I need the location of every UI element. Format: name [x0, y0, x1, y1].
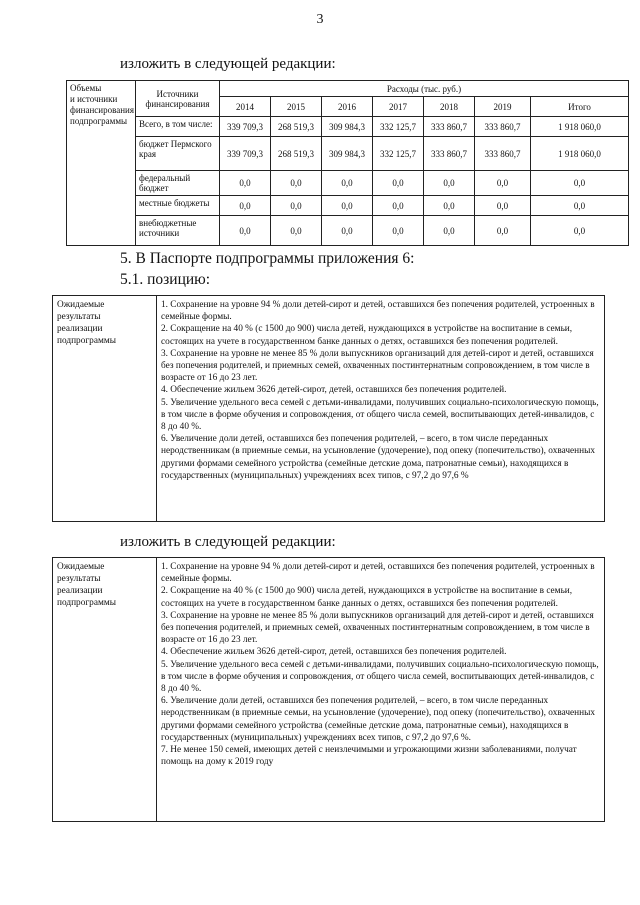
value-cell: 0,0 — [424, 171, 475, 196]
value-cell: 1 918 060,0 — [531, 117, 629, 137]
source-cell: внебюджетные источники — [136, 216, 220, 246]
section-5-1-title: 5.1. позицию: — [120, 271, 211, 288]
heading-new-edition-1: изложить в следующей редакции: — [120, 56, 336, 72]
value-cell: 0,0 — [373, 196, 424, 216]
results-text-new — [157, 558, 605, 822]
table-row — [67, 216, 629, 246]
list-item: 3. Сохранение на уровне не менее 85 % доли выпускников организаций для детей-сирот и детей, оставшихся без попечения родителей, и приемных семей, охваченных постинтернатным сопровождением, в том числе в возрасте от 16 до 23 лет. — [161, 348, 594, 384]
results-label: Ожидаемые результаты реализации подпрограммы — [53, 558, 157, 822]
source-cell: местные бюджеты — [136, 196, 220, 216]
value-cell: 332 125,7 — [373, 117, 424, 137]
value-cell: 0,0 — [424, 196, 475, 216]
list-item: 3. Сохранение на уровне не менее 85 % доли выпускников организаций для детей-сирот и детей, оставшихся без попечения родителей, и приемных семей, охваченных постинтернатным сопровождением, в том числе в возрасте от 16 до 23 лет. — [161, 610, 594, 646]
results-label: Ожидаемые результаты реализации подпрограммы — [53, 296, 157, 522]
value-cell: 0,0 — [271, 216, 322, 246]
source-cell: бюджет Пермского края — [136, 137, 220, 171]
value-cell: 268 519,3 — [271, 117, 322, 137]
value-cell: 0,0 — [373, 216, 424, 246]
value-cell: 332 125,7 — [373, 137, 424, 171]
value-cell: 0,0 — [322, 171, 373, 196]
list-item: 5. Увеличение удельного веса семей с детьми-инвалидами, получивших социально-психологическую помощь, в том числе в форме обучения и сопровождения, от общего числа семей, воспитывающих детей-инвалидов, с 8 до 40 %. — [161, 659, 599, 695]
heading-new-edition-2: изложить в следующей редакции: — [120, 534, 336, 550]
sources-header: Источники финансирования — [136, 81, 220, 117]
list-item: 2. Сокращение на 40 % (с 1500 до 900) числа детей, нуждающихся в устройстве на воспитание в семьи, состоящих на учете в государственном банке данных о детях, оставшихся без попечения родителей. — [161, 324, 573, 347]
results-table-old — [52, 295, 605, 522]
table-row — [67, 171, 629, 196]
list-item: 6. Увеличение доли детей, оставшихся без попечения родителей, – всего, в том числе переданных неродственникам (в приемные семьи, на усыновление (удочерение), под опеку (попечительство), охваченных другими формами семейного устройства (семейные детские дома, патронатные семьи), находящихся в государственных (муниципальных) учреждениях всех типов, с 97,2 до 97,6 %. — [161, 696, 596, 743]
results-table-new — [52, 557, 605, 822]
value-cell: 0,0 — [531, 216, 629, 246]
value-cell: 0,0 — [475, 171, 531, 196]
table-row — [67, 137, 629, 171]
value-cell: 0,0 — [475, 196, 531, 216]
finance-table — [66, 80, 629, 246]
value-cell: 339 709,3 — [220, 117, 271, 137]
value-cell: 0,0 — [220, 216, 271, 246]
value-cell: 1 918 060,0 — [531, 137, 629, 171]
value-cell: 309 984,3 — [322, 137, 373, 171]
table-row — [67, 117, 629, 137]
total-header: Итого — [531, 97, 629, 117]
value-cell: 0,0 — [220, 196, 271, 216]
year-header: 2014 — [220, 97, 271, 117]
list-item: 4. Обеспечение жильем 3626 детей-сирот, детей, оставшихся без попечения родителей. — [161, 385, 507, 396]
year-header: 2015 — [271, 97, 322, 117]
list-item: 5. Увеличение удельного веса семей с детьми-инвалидами, получивших социально-психологическую помощь, в том числе в форме обучения и сопровождения, от общего числа семей, воспитывающих детей-инвалидов, с 8 до 40 %. — [161, 397, 599, 433]
page-number: 3 — [316, 12, 324, 27]
year-header: 2019 — [475, 97, 531, 117]
list-item: 1. Сохранение на уровне 94 % доли детей-сирот и детей, оставшихся без попечения родителей, устроенных в семейные формы. — [161, 562, 595, 585]
list-item: 7. Не менее 150 семей, имеющих детей с неизлечимыми и угрожающими жизни заболеваниями, получат помощь на дому к 2019 году — [161, 745, 577, 768]
expenses-header: Расходы (тыс. руб.) — [220, 81, 629, 97]
list-item: 4. Обеспечение жильем 3626 детей-сирот, детей, оставшихся без попечения родителей. — [161, 647, 507, 658]
value-cell: 333 860,7 — [475, 117, 531, 137]
list-item: 2. Сокращение на 40 % (с 1500 до 900) числа детей, нуждающихся в устройстве на воспитание в семьи, состоящих на учете в государственном банке данных о детях, оставшихся без попечения родителей. — [161, 586, 573, 609]
year-header: 2017 — [373, 97, 424, 117]
results-text-old — [157, 296, 605, 522]
list-item: 1. Сохранение на уровне 94 % доли детей-сирот и детей, оставшихся без попечения родителей, устроенных в семейные формы. — [161, 300, 595, 323]
year-header: 2016 — [322, 97, 373, 117]
value-cell: 0,0 — [271, 196, 322, 216]
table-row — [67, 196, 629, 216]
value-cell: 333 860,7 — [424, 137, 475, 171]
source-cell: Всего, в том числе: — [136, 117, 220, 137]
value-cell: 0,0 — [531, 171, 629, 196]
value-cell: 0,0 — [322, 196, 373, 216]
value-cell: 333 860,7 — [475, 137, 531, 171]
value-cell: 309 984,3 — [322, 117, 373, 137]
list-item: 6. Увеличение доли детей, оставшихся без попечения родителей, – всего, в том числе переданных неродственникам (в приемные семьи, на усыновление (удочерение), под опеку (попечительство), охваченных другими формами семейного устройства (семейные детские дома, патронатные семьи), находящихся в государственных (муниципальных) учреждениях всех типов, с 97,2 до 97,6 % — [161, 434, 596, 481]
value-cell: 333 860,7 — [424, 117, 475, 137]
value-cell: 0,0 — [322, 216, 373, 246]
value-cell: 0,0 — [475, 216, 531, 246]
value-cell: 0,0 — [220, 171, 271, 196]
value-cell: 0,0 — [373, 171, 424, 196]
value-cell: 0,0 — [271, 171, 322, 196]
value-cell: 0,0 — [531, 196, 629, 216]
value-cell: 339 709,3 — [220, 137, 271, 171]
finance-label: Объемы и источники финансирования подпрограммы — [67, 81, 136, 246]
year-header: 2018 — [424, 97, 475, 117]
value-cell: 268 519,3 — [271, 137, 322, 171]
value-cell: 0,0 — [424, 216, 475, 246]
source-cell: федеральный бюджет — [136, 171, 220, 196]
section-5-title: 5. В Паспорте подпрограммы приложения 6: — [120, 250, 415, 267]
